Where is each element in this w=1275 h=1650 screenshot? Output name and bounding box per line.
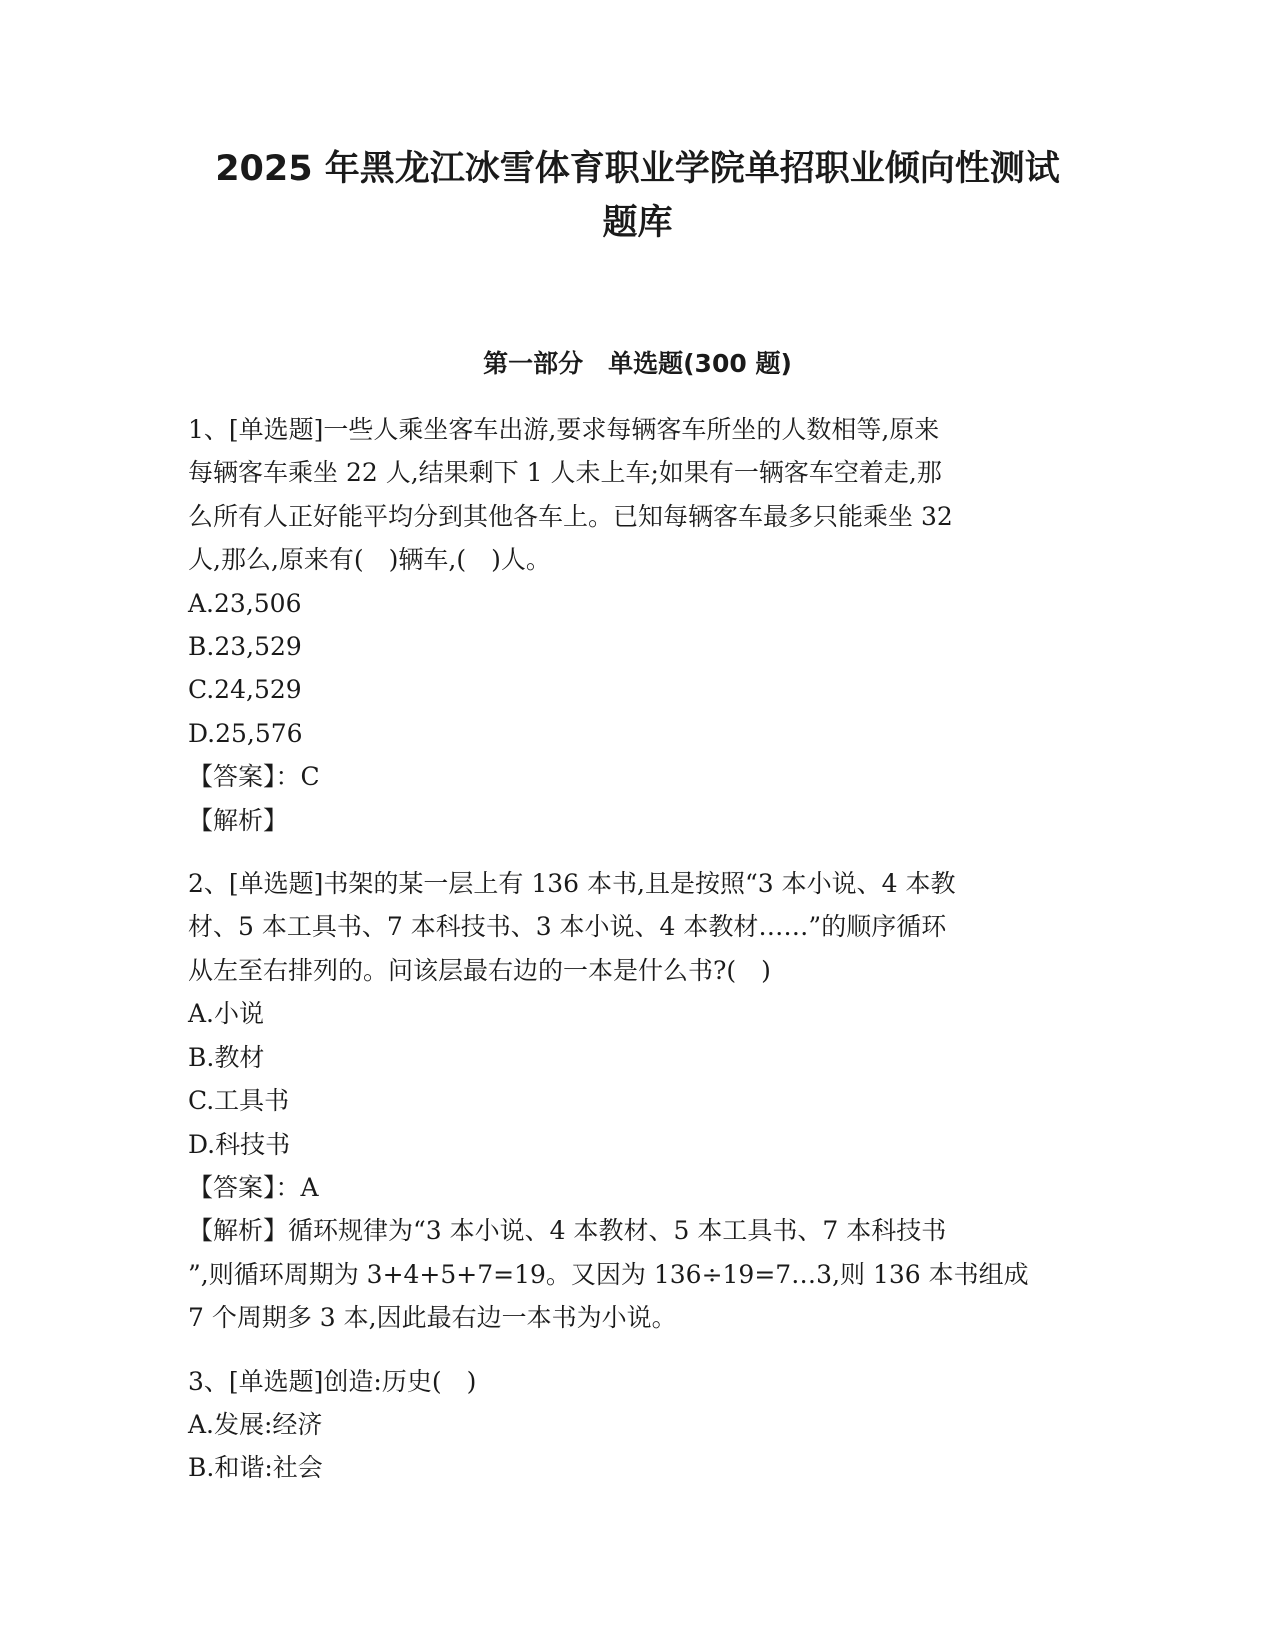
answer-value: ：A bbox=[275, 1172, 319, 1202]
option-c: C.工具书 bbox=[188, 1086, 290, 1116]
question-text-line: 每辆客车乘坐 22 人,结果剩下 1 人未上车;如果有一辆客车空着走,那 bbox=[188, 458, 942, 488]
option-d: D.25,576 bbox=[188, 718, 303, 748]
question-1 bbox=[188, 408, 1078, 842]
section-heading: 第一部分 单选题(300 题) bbox=[483, 349, 792, 378]
answer-label: 【答案】 bbox=[188, 762, 276, 792]
answer-line bbox=[188, 1166, 1078, 1209]
analysis-text: 循环规律为“3 本小说、4 本教材、5 本工具书、7 本科技书 bbox=[288, 1216, 947, 1246]
question-text-line: 人,那么,原来有( )辆车,( )人。 bbox=[188, 545, 551, 575]
option-a: A.小说 bbox=[188, 999, 265, 1029]
title-line-2: 题库 bbox=[602, 203, 673, 243]
question-2 bbox=[188, 862, 1078, 1339]
question-text-line: 1、[单选题]一些人乘坐客车出游,要求每辆客车所坐的人数相等,原来 bbox=[188, 415, 940, 444]
analysis-text-line: 7 个周期多 3 本,因此最右边一本书为小说。 bbox=[188, 1303, 677, 1333]
question-list bbox=[188, 408, 1078, 1510]
analysis-label: 【解析】 bbox=[188, 805, 289, 835]
analysis-line bbox=[188, 1209, 1078, 1252]
option-a: A.23,506 bbox=[188, 588, 302, 618]
document-title bbox=[150, 142, 1125, 250]
option-a: A.发展:经济 bbox=[188, 1409, 323, 1439]
question-text-line: 材、5 本工具书、7 本科技书、3 本小说、4 本教材……”的顺序循环 bbox=[188, 912, 947, 942]
option-b: B.23,529 bbox=[188, 632, 302, 662]
question-text-line: 2、[单选题]书架的某一层上有 136 本书,且是按照“3 本小说、4 本教 bbox=[188, 869, 956, 899]
answer-label: 【答案】 bbox=[188, 1172, 276, 1202]
option-b: B.和谐:社会 bbox=[188, 1453, 323, 1483]
title-line-1: 2025 年黑龙江冰雪体育职业学院单招职业倾向性测试 bbox=[215, 149, 1060, 189]
answer-value: ：C bbox=[275, 762, 320, 792]
question-text-line: 从左至右排列的。问该层最右边的一本是什么书?( ) bbox=[188, 955, 771, 985]
option-b: B.教材 bbox=[188, 1042, 265, 1072]
option-d: D.科技书 bbox=[188, 1129, 291, 1159]
question-text-line: 3、[单选题]创造:历史( ) bbox=[188, 1366, 477, 1396]
question-text-line: 么所有人正好能平均分到其他各车上。已知每辆客车最多只能乘坐 32 bbox=[188, 501, 953, 531]
answer-line bbox=[188, 755, 1078, 798]
question-3 bbox=[188, 1360, 1078, 1490]
analysis-text-line: ”,则循环周期为 3+4+5+7=19。又因为 136÷19=7…3,则 136 本书组成 bbox=[188, 1259, 1029, 1289]
option-c: C.24,529 bbox=[188, 675, 302, 705]
analysis-line bbox=[188, 799, 1078, 842]
analysis-label: 【解析】 bbox=[188, 1216, 289, 1246]
